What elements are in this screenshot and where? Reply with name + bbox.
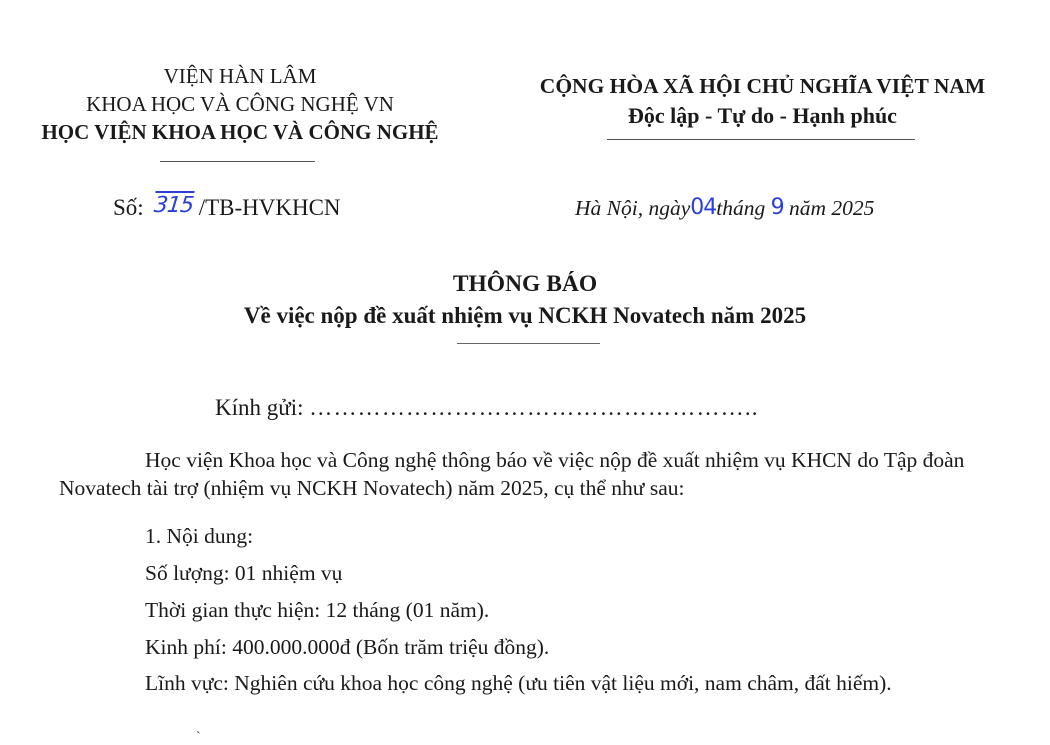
recipient-line <box>215 393 759 423</box>
national-title: CỘNG HÒA XÃ HỘI CHỦ NGHĨA VIỆT NAM <box>539 74 986 98</box>
document-title: THÔNG BÁO <box>452 271 598 297</box>
field-paragraph: Lĩnh vực: Nghiên cứu khoa học công nghệ (ưu tiên vật liệu mới, nam châm, đất hiếm). <box>145 671 892 695</box>
agency-line-2: KHOA HỌC VÀ CÔNG NGHỆ VN <box>86 92 394 116</box>
agency-header-divider <box>160 161 315 162</box>
next-line-cutoff-accent: ` <box>196 730 201 745</box>
national-header-divider <box>607 139 915 140</box>
agency-line-1: VIỆN HÀN LÂM <box>163 64 317 88</box>
section-1-heading: 1. Nội dung: <box>145 524 254 548</box>
handwritten-month: 9 <box>770 195 784 220</box>
quantity-line: Số lượng: 01 nhiệm vụ <box>145 561 343 585</box>
document-number-label: Số: <box>113 195 144 220</box>
recipient-label: Kính gửi: <box>215 395 304 420</box>
document-title-block <box>0 268 1050 332</box>
national-motto: Độc lập - Tự do - Hạnh phúc <box>628 103 897 128</box>
handwritten-document-number: 315 <box>152 193 195 218</box>
date-year: năm 2025 <box>789 196 875 220</box>
date-month-label: tháng <box>716 196 766 220</box>
issue-date <box>575 193 874 224</box>
document-subtitle: Về việc nộp đề xuất nhiệm vụ NCKH Novatech năm 2025 <box>243 303 807 328</box>
issuing-agency-header <box>20 62 460 146</box>
handwritten-day: 04 <box>690 195 717 220</box>
agency-line-3: HỌC VIỆN KHOA HỌC VÀ CÔNG NGHỆ <box>41 120 439 144</box>
document-number-suffix: /TB-HVKHCN <box>198 195 341 220</box>
duration-line: Thời gian thực hiện: 12 tháng (01 năm). <box>145 598 490 622</box>
budget-line: Kinh phí: 400.000.000đ (Bốn trăm triệu đồng). <box>145 635 550 659</box>
date-prefix: Hà Nội, ngày <box>575 196 691 220</box>
intro-paragraph: Học viện Khoa học và Công nghệ thông báo về việc nộp đề xuất nhiệm vụ KHCN do Tập đoàn Novatech tài trợ (nhiệm vụ NCKH Novatech) năm 2025, cụ thể như sau: <box>59 448 965 500</box>
document-number <box>113 193 341 224</box>
recipient-blank: ……………………………………………….. <box>309 395 759 420</box>
national-header <box>515 71 1010 131</box>
title-divider <box>457 343 600 344</box>
